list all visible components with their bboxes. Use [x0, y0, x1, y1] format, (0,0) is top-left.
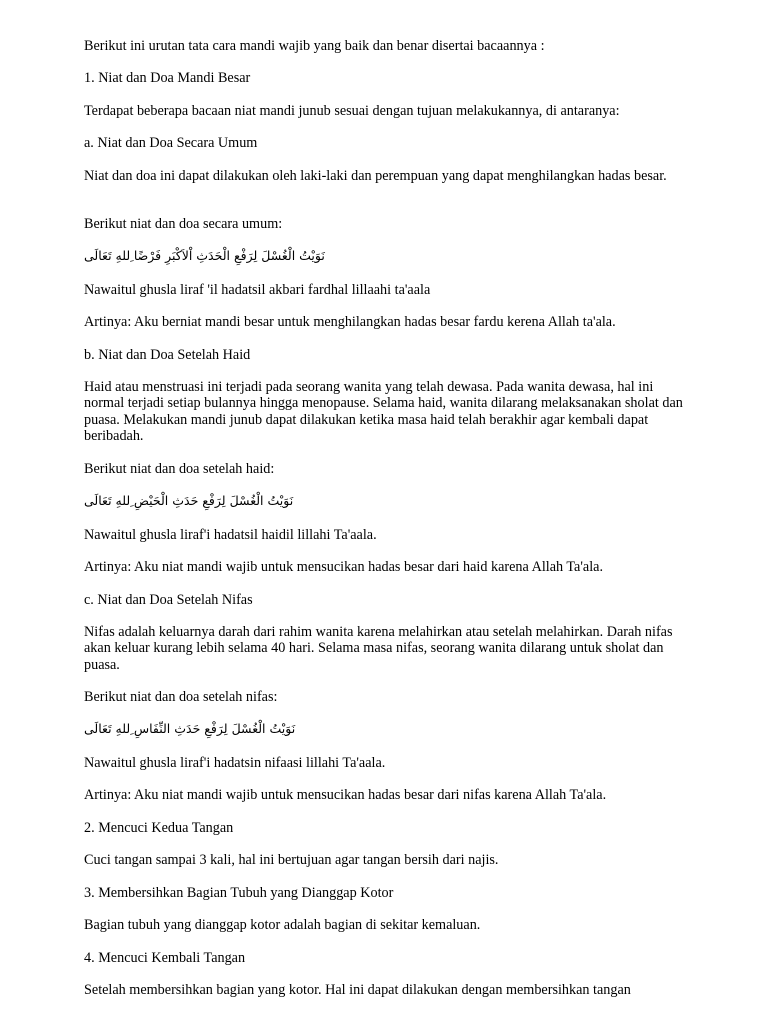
section-b-lead: Berikut niat dan doa setelah haid: — [84, 461, 275, 477]
section-a-lead: Berikut niat dan doa secara umum: — [84, 216, 283, 232]
section-a-meaning: Artinya: Aku berniat mandi besar untuk menghilangkan hadas besar fardu kerena Allah ta'ala. — [84, 314, 616, 330]
section-c-transliteration: Nawaitul ghusla liraf'i hadatsin nifaasi lillahi Ta'aala. — [84, 755, 386, 771]
section-a-transliteration: Nawaitul ghusla liraf 'il hadatsil akbari fardhal lillaahi ta'aala — [84, 282, 431, 298]
step2-description: Cuci tangan sampai 3 kali, hal ini bertujuan agar tangan bersih dari najis. — [84, 852, 499, 868]
section-b-transliteration: Nawaitul ghusla liraf'i hadatsil haidil lillahi Ta'aala. — [84, 527, 377, 543]
step4-heading: 4. Mencuci Kembali Tangan — [84, 950, 246, 966]
section-c-lead: Berikut niat dan doa setelah nifas: — [84, 689, 278, 705]
section-a-description: Niat dan doa ini dapat dilakukan oleh laki-laki dan perempuan yang dapat menghilangkan hadas besar. — [84, 168, 667, 184]
step1-heading: 1. Niat dan Doa Mandi Besar — [84, 70, 251, 86]
step2-heading: 2. Mencuci Kedua Tangan — [84, 820, 234, 836]
section-c-arabic-prayer: نَوَيْتُ الْغُسْلَ لِرَفْعِ حَدَثِ النِّفَاسِ ِللهِ تَعَالَى — [84, 721, 296, 736]
section-b-heading: b. Niat dan Doa Setelah Haid — [84, 347, 251, 363]
intro-paragraph: Berikut ini urutan tata cara mandi wajib yang baik dan benar disertai bacaannya : — [84, 38, 545, 54]
section-b-arabic-prayer: نَوَيْتُ الْغُسْلَ لِرَفْعِ حَدَثِ الْحَيْضِ ِللهِ تَعَالَى — [84, 493, 294, 508]
section-c-heading: c. Niat dan Doa Setelah Nifas — [84, 592, 253, 608]
step1-intro-paragraph: Terdapat beberapa bacaan niat mandi junub sesuai dengan tujuan melakukannya, di antaranya: — [84, 103, 620, 119]
step3-description: Bagian tubuh yang dianggap kotor adalah bagian di sekitar kemaluan. — [84, 917, 481, 933]
section-b-meaning: Artinya: Aku niat mandi wajib untuk mensucikan hadas besar dari haid karena Allah Ta'ala. — [84, 559, 603, 575]
section-a-arabic-prayer: نَوَيْتُ الْغُسْلَ لِرَفْعِ الْحَدَثِ اْلاَكْبَرِ فَرْضًا ِللهِ تَعَالَى — [84, 248, 325, 263]
section-b-description: Haid atau menstruasi ini terjadi pada seorang wanita yang telah dewasa. Pada wanita dewasa, hal ini normal terjadi setiap bulannya hingga menopause. Selama haid, wanita dilarang melaksanakan sholat dan puasa. Melakukan mandi junub dapat dilakukan ketika masa haid telah berakhir agar kembali dapat beribadah. — [84, 379, 683, 445]
section-c-description: Nifas adalah keluarnya darah dari rahim wanita karena melahirkan atau setelah melahirkan. Darah nifas akan keluar kurang lebih selama 40 hari. Selama masa nifas, seorang wanita dilarang untuk sholat dan puasa. — [84, 624, 673, 673]
section-a-heading: a. Niat dan Doa Secara Umum — [84, 135, 258, 151]
step4-description: Setelah membersihkan bagian yang kotor. Hal ini dapat dilakukan dengan membersihkan tangan — [84, 982, 631, 998]
step3-heading: 3. Membersihkan Bagian Tubuh yang Dianggap Kotor — [84, 885, 394, 901]
section-c-meaning: Artinya: Aku niat mandi wajib untuk mensucikan hadas besar dari nifas karena Allah Ta'ala. — [84, 787, 607, 803]
